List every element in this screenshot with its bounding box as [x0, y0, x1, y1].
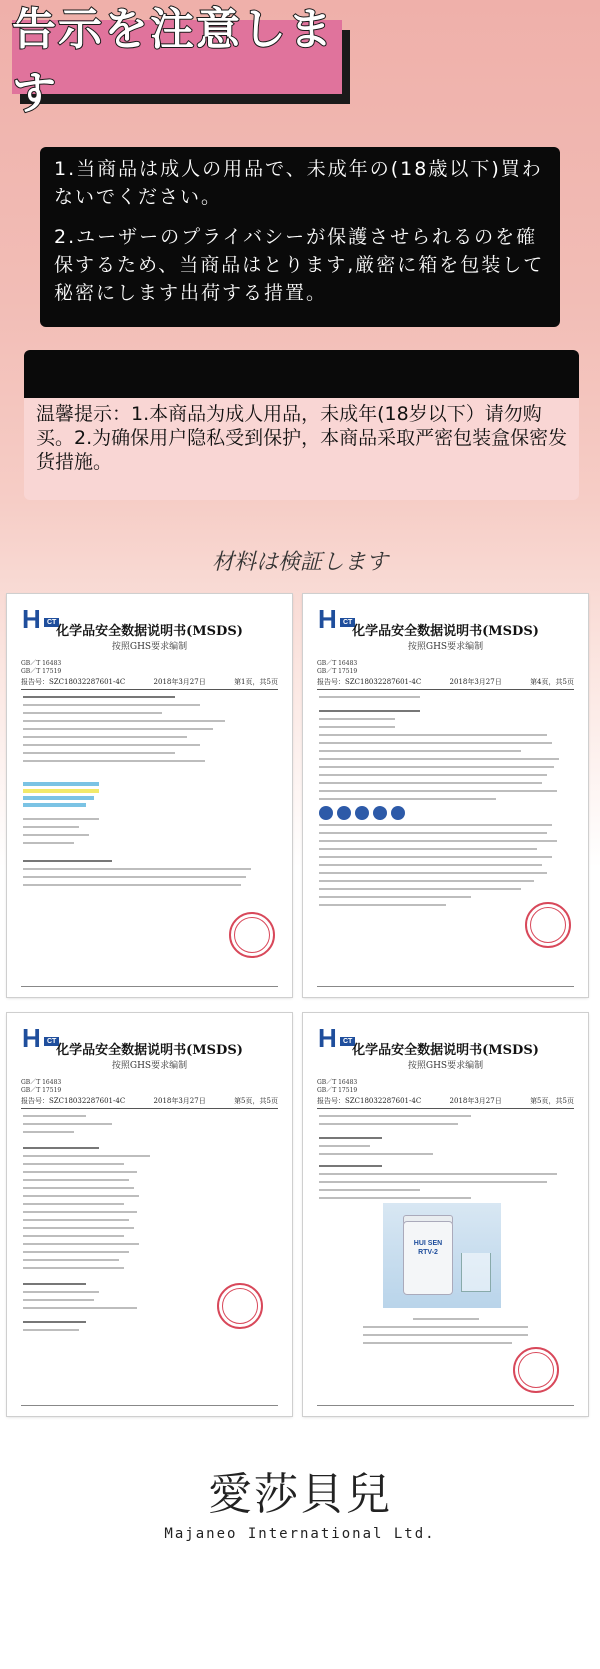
- msds-document-page-5b: [303, 1013, 588, 1416]
- msds-document-page-1: [7, 594, 292, 997]
- stamp-seal: [217, 1283, 263, 1329]
- hazard-bars: [23, 782, 276, 807]
- jar: [403, 1221, 453, 1295]
- doc-title: 化学品安全数据说明书(MSDS): [352, 624, 539, 639]
- materials-title: 材料は検証します: [211, 550, 388, 575]
- doc-title: 化学品安全数据说明书(MSDS): [56, 624, 243, 639]
- doc-date: 2018年3月27日: [153, 678, 206, 686]
- msds-document-page-4: [303, 594, 588, 997]
- doc-page: 第5页，共5页: [530, 1097, 574, 1105]
- doc-body: [319, 696, 572, 912]
- doc-footer-line: [317, 986, 574, 987]
- doc-divider: [317, 1108, 574, 1109]
- doc-title: 化学品安全数据说明书(MSDS): [352, 1043, 539, 1058]
- page-title: 告示を注意します: [12, 4, 334, 119]
- doc-divider: [21, 689, 278, 690]
- doc-date: 2018年3月27日: [153, 1097, 206, 1105]
- doc-page: 第5页，共5页: [234, 1097, 278, 1105]
- notice-cn-text: 温馨提示：1.本商品为成人用品，未成年(18岁以下）请勿购买。2.为确保用户隐私受到保护，本商品采取严密包装盒保密发货措施。: [36, 403, 568, 473]
- doc-report-no: 报告号：SZC18032287601-4C: [21, 1097, 126, 1105]
- doc-date: 2018年3月27日: [449, 1097, 502, 1105]
- product-photo: [383, 1203, 501, 1308]
- brand-name-en: Majaneo International Ltd.: [164, 1526, 436, 1542]
- doc-body: [319, 1115, 572, 1205]
- doc-divider: [21, 1108, 278, 1109]
- notice-jp: [40, 147, 560, 327]
- msds-document-page-5a: [7, 1013, 292, 1416]
- doc-end-text: [363, 1318, 528, 1350]
- doc-report-no: 报告号：SZC18032287601-4C: [317, 1097, 422, 1105]
- doc-report-no: 报告号：SZC18032287601-4C: [317, 678, 422, 686]
- notice-cn-bar: [24, 350, 579, 398]
- doc-date: 2018年3月27日: [449, 678, 502, 686]
- doc-subtitle: 按照GHS要求编制: [111, 1061, 188, 1071]
- doc-footer-line: [317, 1405, 574, 1406]
- doc-footer-line: [21, 986, 278, 987]
- doc-footer-line: [21, 1405, 278, 1406]
- doc-body: [23, 696, 276, 892]
- doc-report-row: [317, 678, 574, 687]
- doc-divider: [317, 689, 574, 690]
- doc-page: 第1页，共5页: [234, 678, 278, 686]
- stamp-seal: [513, 1347, 559, 1393]
- ppe-pictograms: [319, 806, 572, 820]
- hct-logo: H CT: [22, 1025, 62, 1051]
- doc-report-row: [317, 1097, 574, 1106]
- hct-logo: H CT: [318, 606, 358, 632]
- notice-jp-p1: 1.当商品は成人の用品で、未成年の(18歳以下)買わないでください。: [54, 158, 543, 208]
- measuring-cup: [461, 1253, 491, 1292]
- notice-jp-p2: 2.ユーザーのプライバシーが保護させられるのを確保するため、当商品はとります,厳密に箱を包装して秘密にします出荷する措置。: [54, 226, 545, 304]
- doc-report-row: [21, 678, 278, 687]
- doc-standard: GB／T 16483 GB／T 17519: [21, 1079, 62, 1094]
- doc-standard: GB／T 16483 GB／T 17519: [21, 660, 62, 675]
- doc-subtitle: 按照GHS要求编制: [407, 642, 484, 652]
- stamp-seal: [229, 912, 275, 958]
- doc-report-row: [21, 1097, 278, 1106]
- doc-report-no: 报告号：SZC18032287601-4C: [21, 678, 126, 686]
- hct-logo: H CT: [318, 1025, 358, 1051]
- doc-subtitle: 按照GHS要求编制: [407, 1061, 484, 1071]
- doc-title: 化学品安全数据说明书(MSDS): [56, 1043, 243, 1058]
- notice-cn: [24, 350, 579, 500]
- hct-logo: H CT: [22, 606, 62, 632]
- page-header: [12, 4, 342, 119]
- doc-standard: GB／T 16483 GB／T 17519: [317, 660, 358, 675]
- stamp-seal: [525, 902, 571, 948]
- doc-page: 第4页，共5页: [530, 678, 574, 686]
- brand-name-cn: 愛莎貝兒: [208, 1469, 392, 1520]
- doc-subtitle: 按照GHS要求编制: [111, 642, 188, 652]
- doc-standard: GB／T 16483 GB／T 17519: [317, 1079, 358, 1094]
- product-label: HUI SEN RTV-2: [413, 1240, 443, 1256]
